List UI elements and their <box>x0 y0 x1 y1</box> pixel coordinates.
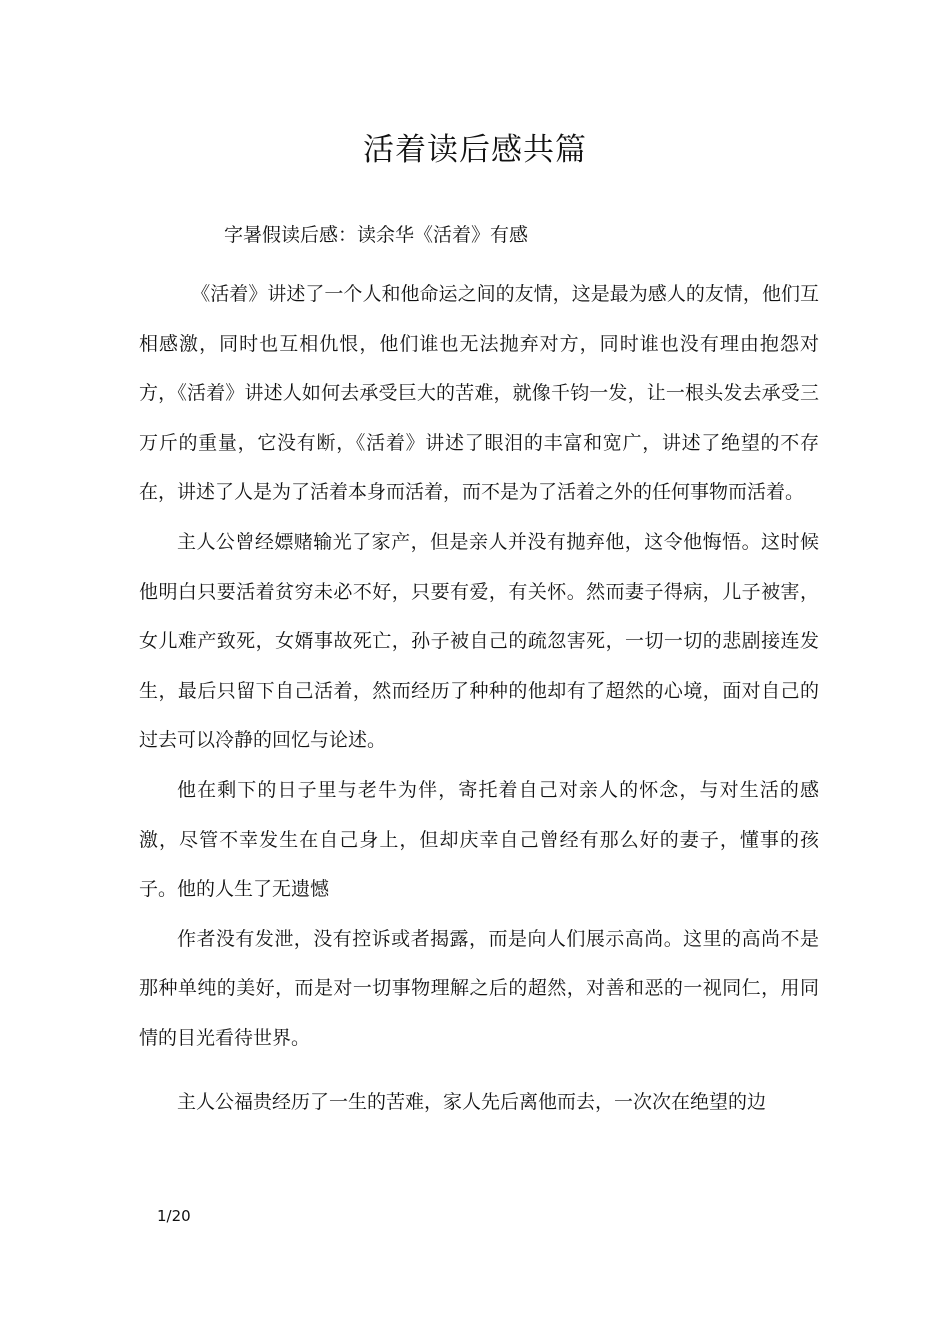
paragraph-1: 《活着》讲述了一个人和他命运之间的友情，这是最为感人的友情，他们互相感激，同时也互相仇恨，他们谁也无法抛弃对方，同时谁也没有理由抱怨对方，《活着》讲述人如何去承受巨大的苦难，就像千钧一发，让一根头发去承受三万斤的重量，它没有断，《活着》讲述了眼泪的丰富和宽广，讲述了绝望的不存在，讲述了人是为了活着本身而活着，而不是为了活着之外的任何事物而活着。 <box>139 283 819 504</box>
paragraph-4: 作者没有发泄，没有控诉或者揭露，而是向人们展示高尚。这里的高尚不是那种单纯的美好，而是对一切事物理解之后的超然，对善和恶的一视同仁，用同情的目光看待世界。 <box>139 927 819 1049</box>
paragraph-3: 他在剩下的日子里与老牛为伴，寄托着自己对亲人的怀念，与对生活的感激，尽管不幸发生在自己身上，但却庆幸自己曾经有那么好的妻子，懂事的孩子。他的人生了无遗憾 <box>139 778 819 901</box>
article-body <box>139 270 819 1127</box>
paragraph-5: 主人公福贵经历了一生的苦难，家人先后离他而去，一次次在绝望的边 <box>177 1090 767 1113</box>
subtitle: 字暑假读后感：读余华《活着》有感 <box>224 224 529 246</box>
page-number: 1/20 <box>157 1207 191 1225</box>
paragraph-2: 主人公曾经嫖赌输光了家产，但是亲人并没有抛弃他，这令他悔悟。这时候他明白只要活着贫穷未必不好，只要有爱，有关怀。然而妻子得病，儿子被害，女儿难产致死，女婿事故死亡，孙子被自己的疏忽害死，一切一切的悲剧接连发生，最后只留下自己活着，然而经历了种种的他却有了超然的心境，面对自己的过去可以冷静的回忆与论述。 <box>139 530 819 752</box>
page-title: 活着读后感共篇 <box>363 132 587 168</box>
